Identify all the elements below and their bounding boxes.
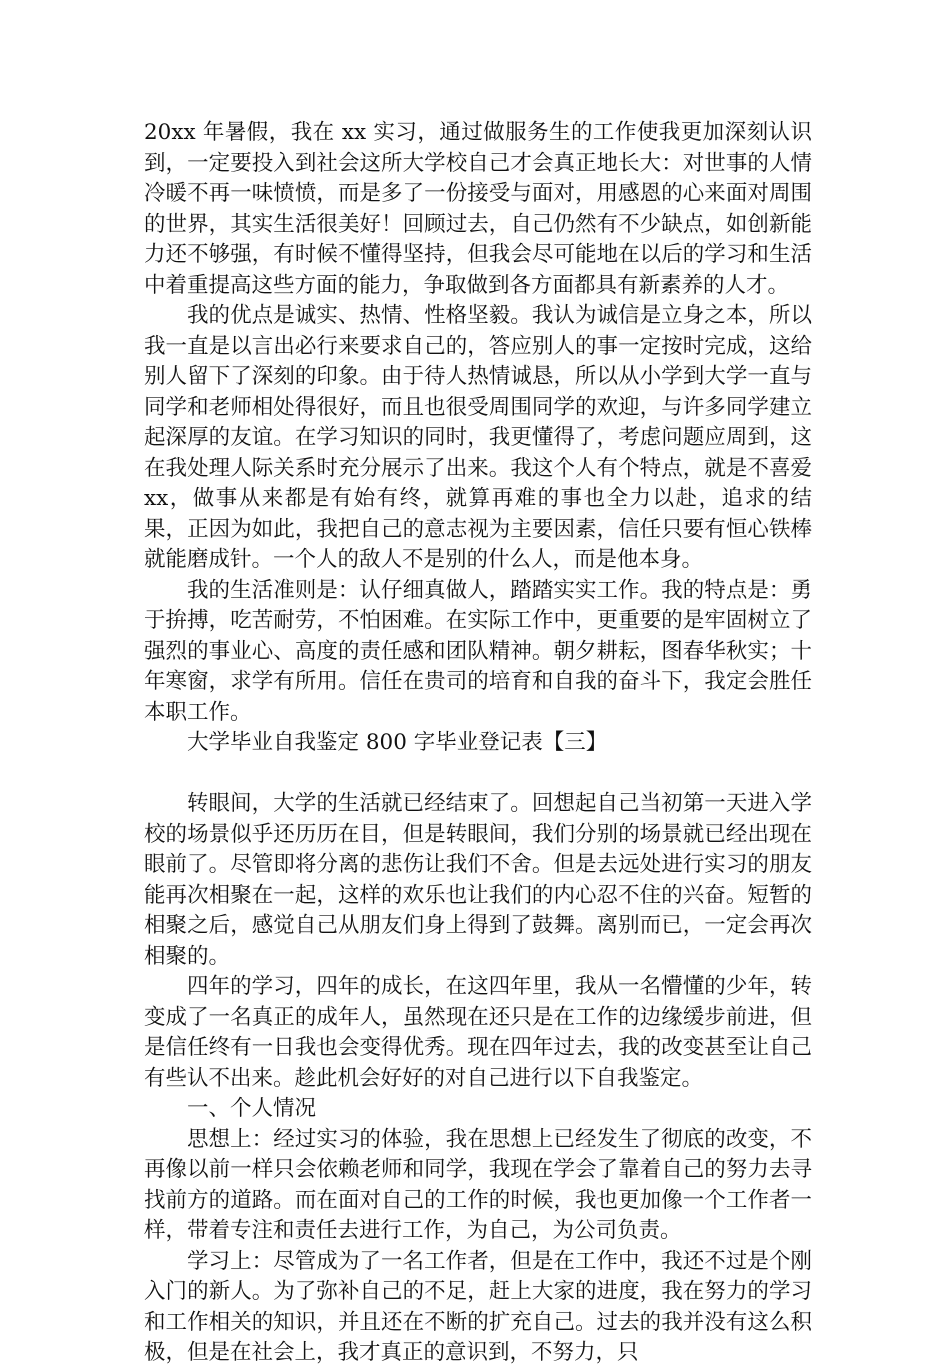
paragraph-strengths: 我的优点是诚实、热情、性格坚毅。我认为诚信是立身之本，所以我一直是以言出必行来要求自己的，答应别人的事一定按时完成，这给别人留下了深刻的印象。由于待人热情诚恳，所以从小学到大学一直与同学和老师相处得很好，而且也很受周围同学的欢迎，与许多同学建立起深厚的友谊。在学习知识的同时，我更懂得了，考虑问题应周到，这在我处理人际关系时充分展示了出来。我这个人有个特点，就是不喜爱 xx，做事从来都是有始有终，就算再难的事也全力以赴，追求的结果，正因为如此，我把自己的意志视为主要因素，信任只要有恒心铁棒就能磨成针。一个人的敌人不是别的什么人，而是他本身。 [144,303,812,572]
blank-line [144,759,812,790]
paragraph-life-principles: 我的生活准则是：认仔细真做人，踏踏实实工作。我的特点是：勇于拚搏，吃苦耐劳，不怕困难。在实际工作中，更重要的是牢固树立了强烈的事业心、高度的责任感和团队精神。朝夕耕耘，图春华秋实；十年寒窗，求学有所用。信任在贵司的培育和自我的奋斗下，我定会胜任本职工作。 [144,577,812,725]
document-body [144,118,812,1369]
paragraph-thinking: 思想上：经过实习的体验，我在思想上已经发生了彻底的改变，不再像以前一样只会依赖老师和同学，我现在学会了靠着自己的努力去寻找前方的道路。而在面对自己的工作的时候，我也更加像一个工作者一样，带着专注和责任去进行工作，为自己，为公司负责。 [144,1126,812,1243]
paragraph-study: 学习上：尽管成为了一名工作者，但是在工作中，我还不过是个刚入门的新人。为了弥补自己的不足，赶上大家的进度，我在努力的学习和工作相关的知识，并且还在不断的扩充自己。过去的我并没有这么积极，但是在社会上，我才真正的意识到，不努力，只 [144,1248,812,1365]
paragraph-four-years: 四年的学习，四年的成长，在这四年里，我从一名懵懂的少年，转变成了一名真正的成年人，虽然现在还只是在工作的边缘缓步前进，但是信任终有一日我也会变得优秀。现在四年过去，我的改变甚至让自己有些认不出来。趁此机会好好的对自己进行以下自我鉴定。 [144,974,812,1091]
paragraph-summer-internship: 20xx 年暑假，我在 xx 实习，通过做服务生的工作使我更加深刻认识到，一定要投入到社会这所大学校自己才会真正地长大：对世事的人情冷暖不再一味愤愤，而是多了一份接受与面对，用感恩的心来面对周围的世界，其实生活很美好！回顾过去，自己仍然有不少缺点，如创新能力还不够强，有时候不懂得坚持，但我会尽可能地在以后的学习和生活中着重提高这些方面的能力，争取做到各方面都具有新素养的人才。 [144,120,812,298]
paragraph-farewell: 转眼间，大学的生活就已经结束了。回想起自己当初第一天进入学校的场景似乎还历历在目，但是转眼间，我们分别的场景就已经出现在眼前了。尽管即将分离的悲伤让我们不舍。但是去远处进行实习的朋友能再次相聚在一起，这样的欢乐也让我们的内心忍不住的兴奋。短暂的相聚之后，感觉自己从朋友们身上得到了鼓舞。离别而已，一定会再次相聚的。 [144,791,812,969]
subheading-personal-situation: 一、个人情况 [187,1096,317,1121]
section-heading-three: 大学毕业自我鉴定 800 字毕业登记表【三】 [187,730,608,755]
